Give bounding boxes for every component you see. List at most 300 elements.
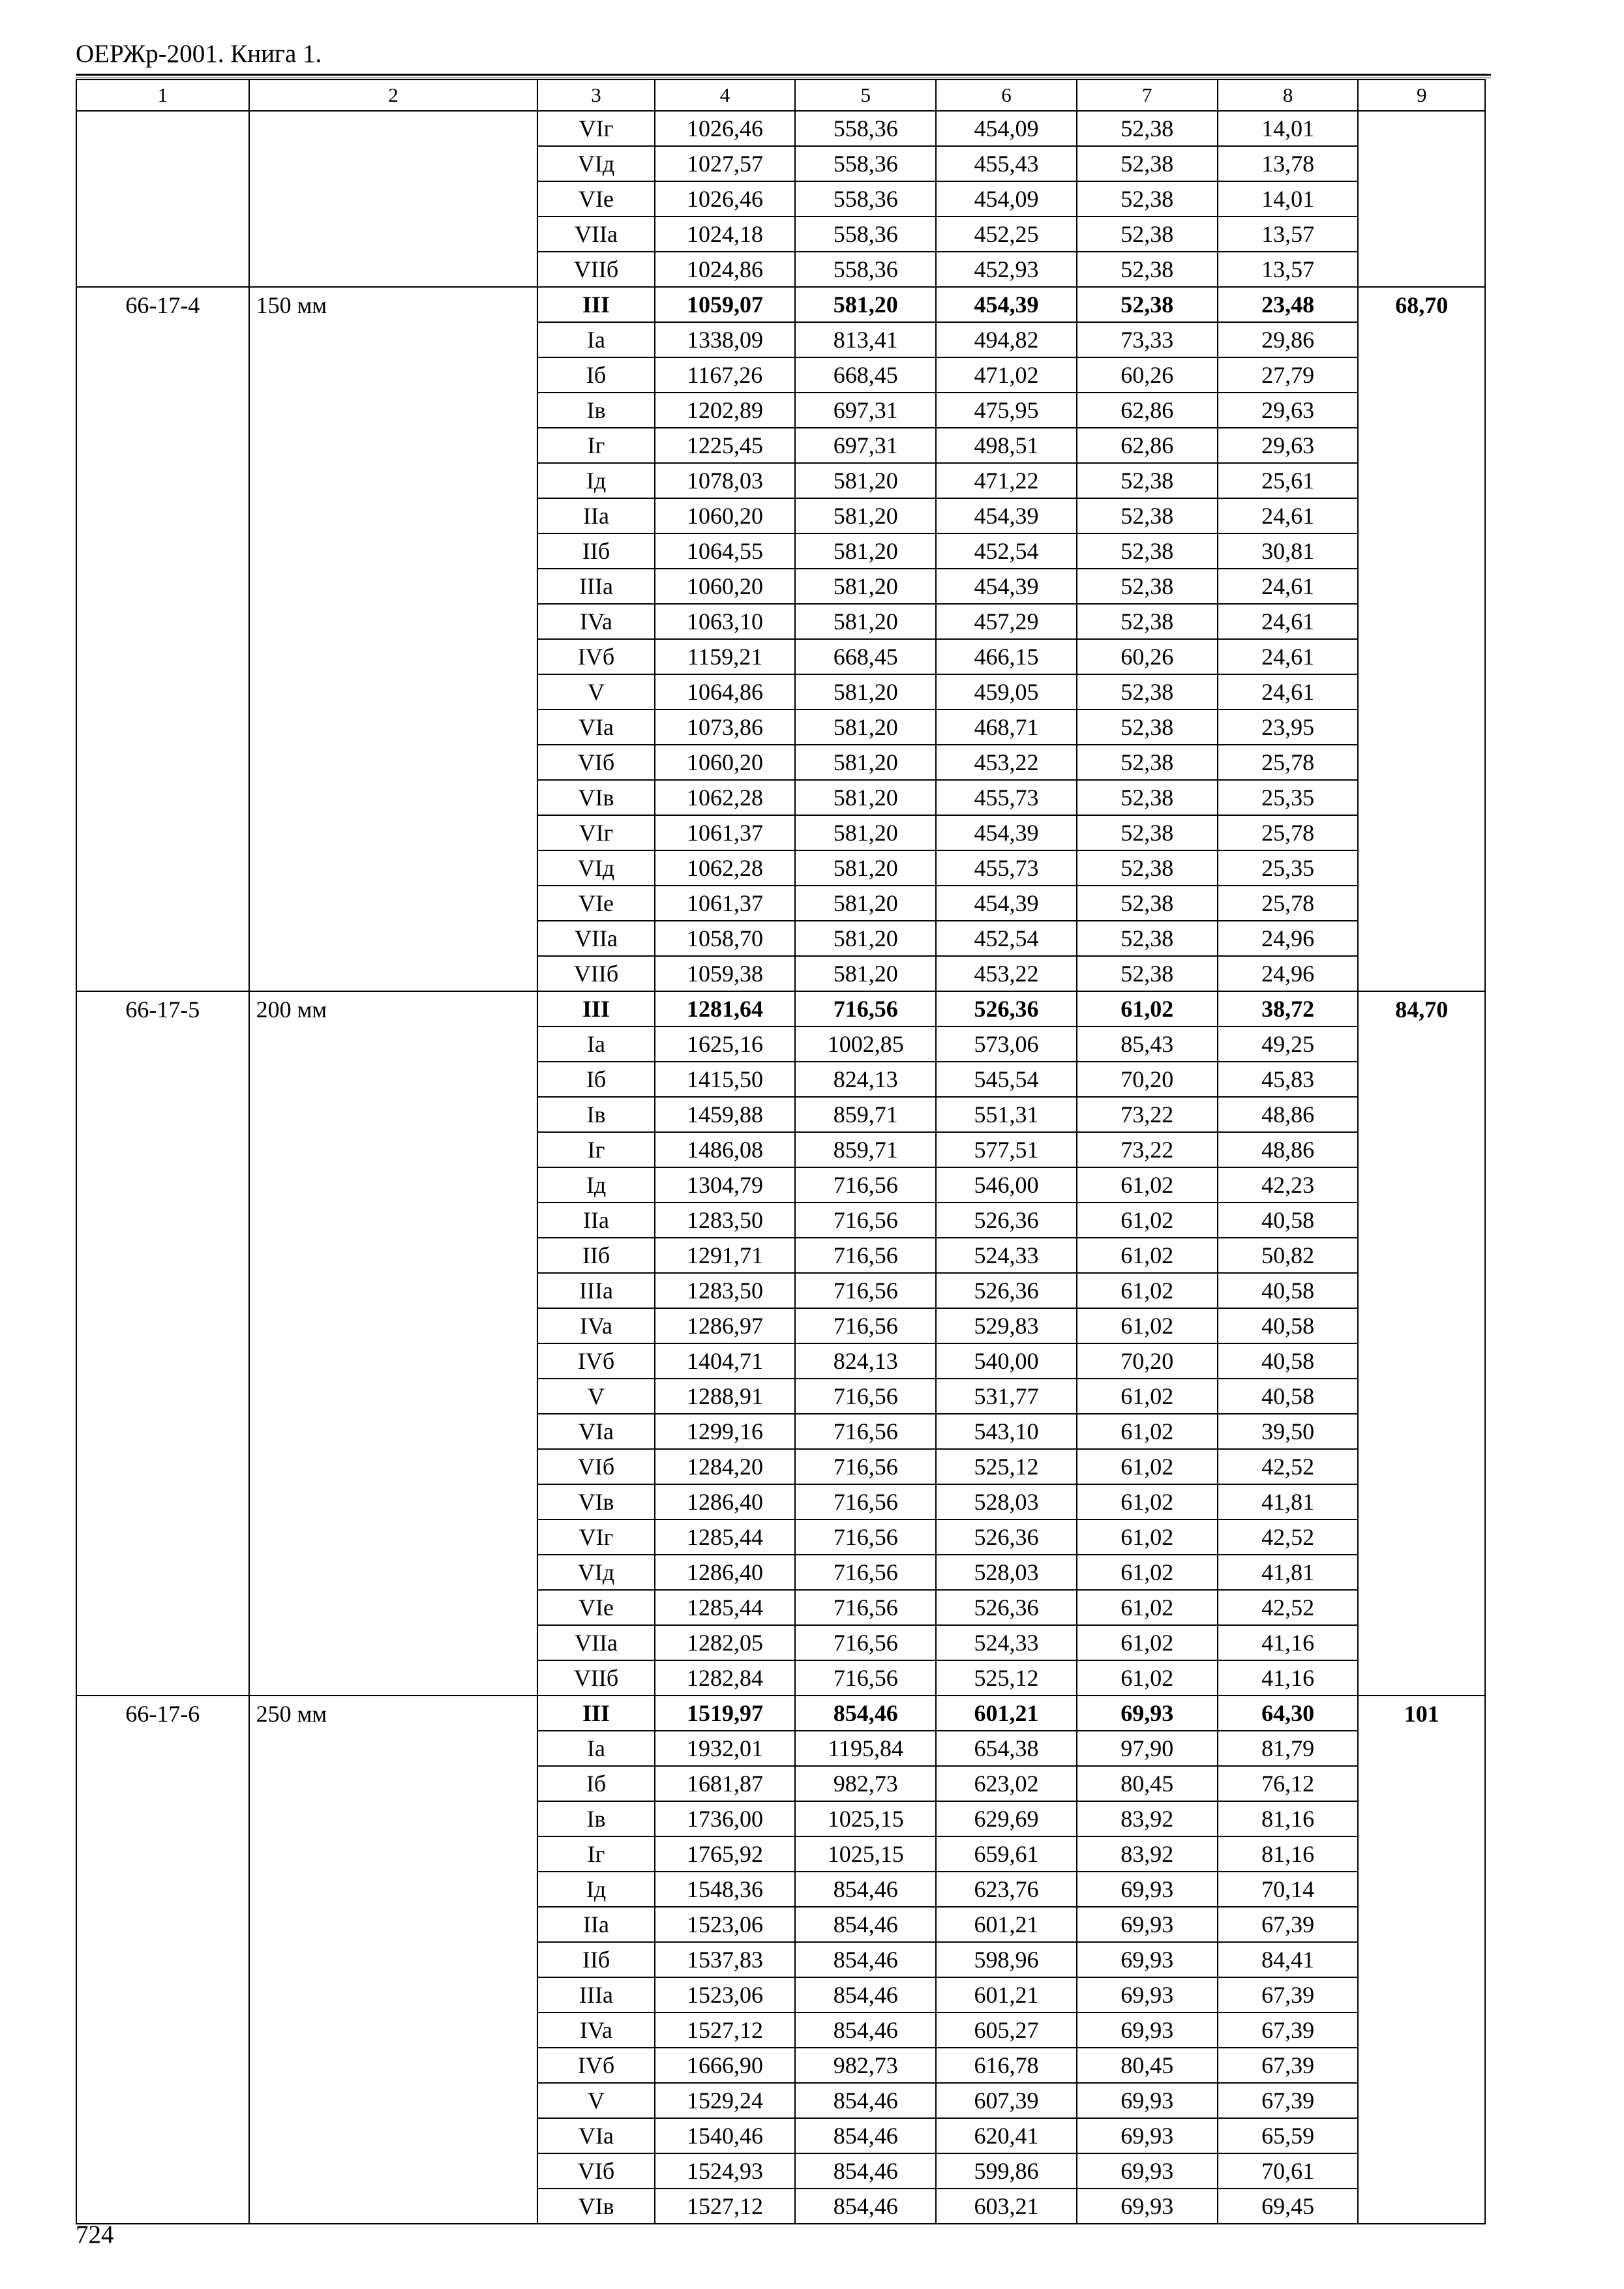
value-cell-c5: 854,46 — [795, 2012, 936, 2048]
value-cell-c4: 1281,64 — [655, 991, 796, 1026]
value-cell-c8: 27,79 — [1218, 357, 1359, 393]
value-cell-c5: 716,56 — [795, 1590, 936, 1625]
total-cell — [1358, 111, 1485, 287]
value-cell-c7: 69,93 — [1077, 1907, 1218, 1942]
variant-cell: Iд — [537, 1872, 654, 1907]
variant-cell: VIIб — [537, 956, 654, 991]
column-number-8: 8 — [1218, 80, 1359, 111]
value-cell-c5: 716,56 — [795, 1414, 936, 1449]
value-cell-c4: 1415,50 — [655, 1062, 796, 1097]
variant-cell: Iд — [537, 463, 654, 498]
diameter-cell: 200 мм — [249, 991, 538, 1696]
value-cell-c8: 41,81 — [1218, 1484, 1359, 1519]
value-cell-c5: 854,46 — [795, 2083, 936, 2118]
value-cell-c7: 52,38 — [1077, 252, 1218, 287]
value-cell-c4: 1062,28 — [655, 850, 796, 886]
value-cell-c7: 52,38 — [1077, 710, 1218, 745]
variant-cell: IVa — [537, 2012, 654, 2048]
value-cell-c5: 581,20 — [795, 956, 936, 991]
value-cell-c7: 69,93 — [1077, 2118, 1218, 2153]
value-cell-c7: 61,02 — [1077, 1379, 1218, 1414]
table-row — [76, 111, 1485, 146]
value-cell-c5: 716,56 — [795, 1379, 936, 1414]
value-cell-c7: 80,45 — [1077, 2048, 1218, 2083]
value-cell-c4: 1286,40 — [655, 1555, 796, 1590]
value-cell-c8: 24,96 — [1218, 956, 1359, 991]
value-cell-c7: 52,38 — [1077, 463, 1218, 498]
value-cell-c8: 42,23 — [1218, 1167, 1359, 1203]
variant-cell: IIa — [537, 1203, 654, 1238]
value-cell-c8: 76,12 — [1218, 1766, 1359, 1801]
value-cell-c4: 1285,44 — [655, 1590, 796, 1625]
column-number-3: 3 — [537, 80, 654, 111]
value-cell-c5: 668,45 — [795, 357, 936, 393]
value-cell-c7: 52,38 — [1077, 604, 1218, 639]
value-cell-c7: 61,02 — [1077, 1555, 1218, 1590]
value-cell-c8: 30,81 — [1218, 533, 1359, 569]
value-cell-c8: 67,39 — [1218, 1977, 1359, 2012]
value-cell-c7: 61,02 — [1077, 1203, 1218, 1238]
variant-cell: IVб — [537, 1343, 654, 1379]
value-cell-c5: 581,20 — [795, 780, 936, 815]
value-cell-c7: 52,38 — [1077, 921, 1218, 956]
value-cell-c6: 528,03 — [936, 1484, 1077, 1519]
column-number-7: 7 — [1077, 80, 1218, 111]
value-cell-c7: 52,38 — [1077, 498, 1218, 533]
variant-cell: IVa — [537, 1308, 654, 1343]
variant-cell: VIг — [537, 815, 654, 850]
value-cell-c7: 61,02 — [1077, 1238, 1218, 1273]
variant-cell: III — [537, 991, 654, 1026]
value-cell-c6: 526,36 — [936, 1203, 1077, 1238]
value-cell-c6: 453,22 — [936, 745, 1077, 780]
value-cell-c6: 454,39 — [936, 886, 1077, 921]
value-cell-c5: 716,56 — [795, 1555, 936, 1590]
value-cell-c8: 81,16 — [1218, 1801, 1359, 1836]
value-cell-c6: 525,12 — [936, 1660, 1077, 1696]
value-cell-c4: 1523,06 — [655, 1977, 796, 2012]
value-cell-c4: 1537,83 — [655, 1942, 796, 1977]
value-cell-c4: 1540,46 — [655, 2118, 796, 2153]
value-cell-c7: 52,38 — [1077, 111, 1218, 146]
diameter-cell: 150 мм — [249, 287, 538, 991]
value-cell-c7: 60,26 — [1077, 357, 1218, 393]
value-cell-c7: 61,02 — [1077, 1273, 1218, 1308]
variant-cell: Iг — [537, 1132, 654, 1167]
value-cell-c6: 457,29 — [936, 604, 1077, 639]
value-cell-c4: 1625,16 — [655, 1026, 796, 1062]
value-cell-c7: 61,02 — [1077, 1484, 1218, 1519]
value-cell-c4: 1024,86 — [655, 252, 796, 287]
value-cell-c8: 81,79 — [1218, 1731, 1359, 1766]
value-cell-c4: 1061,37 — [655, 886, 796, 921]
value-cell-c8: 84,41 — [1218, 1942, 1359, 1977]
value-cell-c6: 475,95 — [936, 393, 1077, 428]
value-cell-c4: 1404,71 — [655, 1343, 796, 1379]
value-cell-c5: 716,56 — [795, 1273, 936, 1308]
value-cell-c7: 62,86 — [1077, 428, 1218, 463]
value-cell-c5: 854,46 — [795, 1872, 936, 1907]
variant-cell: IIIa — [537, 569, 654, 604]
variant-cell: IIб — [537, 533, 654, 569]
total-cell: 101 — [1358, 1696, 1485, 2224]
value-cell-c6: 471,02 — [936, 357, 1077, 393]
value-cell-c7: 52,38 — [1077, 780, 1218, 815]
value-cell-c6: 605,27 — [936, 2012, 1077, 2048]
value-cell-c8: 25,78 — [1218, 815, 1359, 850]
value-cell-c7: 61,02 — [1077, 1449, 1218, 1484]
value-cell-c6: 454,39 — [936, 498, 1077, 533]
value-cell-c8: 42,52 — [1218, 1449, 1359, 1484]
variant-cell: VIIa — [537, 217, 654, 252]
value-cell-c8: 49,25 — [1218, 1026, 1359, 1062]
rate-code-cell: 66-17-5 — [76, 991, 249, 1696]
value-cell-c8: 41,81 — [1218, 1555, 1359, 1590]
value-cell-c7: 61,02 — [1077, 991, 1218, 1026]
value-cell-c6: 623,76 — [936, 1872, 1077, 1907]
value-cell-c7: 73,22 — [1077, 1097, 1218, 1132]
value-cell-c4: 1286,40 — [655, 1484, 796, 1519]
value-cell-c5: 697,31 — [795, 428, 936, 463]
value-cell-c5: 581,20 — [795, 745, 936, 780]
value-cell-c8: 24,96 — [1218, 921, 1359, 956]
value-cell-c8: 40,58 — [1218, 1273, 1359, 1308]
value-cell-c5: 854,46 — [795, 1907, 936, 1942]
value-cell-c5: 716,56 — [795, 1519, 936, 1555]
variant-cell: Iг — [537, 428, 654, 463]
variant-cell: Ia — [537, 1026, 654, 1062]
variant-cell: III — [537, 1696, 654, 1731]
value-cell-c7: 52,38 — [1077, 569, 1218, 604]
variant-cell: V — [537, 1379, 654, 1414]
value-cell-c8: 48,86 — [1218, 1097, 1359, 1132]
variant-cell: VIa — [537, 2118, 654, 2153]
value-cell-c8: 42,52 — [1218, 1519, 1359, 1555]
value-cell-c5: 824,13 — [795, 1343, 936, 1379]
value-cell-c7: 52,38 — [1077, 674, 1218, 710]
table-row — [76, 1696, 1485, 1731]
value-cell-c5: 581,20 — [795, 498, 936, 533]
value-cell-c8: 38,72 — [1218, 991, 1359, 1026]
value-cell-c8: 67,39 — [1218, 2048, 1359, 2083]
value-cell-c6: 494,82 — [936, 322, 1077, 357]
value-cell-c7: 70,20 — [1077, 1343, 1218, 1379]
value-cell-c5: 854,46 — [795, 1696, 936, 1731]
value-cell-c7: 61,02 — [1077, 1308, 1218, 1343]
value-cell-c4: 1681,87 — [655, 1766, 796, 1801]
value-cell-c8: 13,78 — [1218, 146, 1359, 181]
value-cell-c8: 67,39 — [1218, 2012, 1359, 2048]
variant-cell: Iб — [537, 1062, 654, 1097]
value-cell-c8: 64,30 — [1218, 1696, 1359, 1731]
value-cell-c4: 1304,79 — [655, 1167, 796, 1203]
value-cell-c8: 25,61 — [1218, 463, 1359, 498]
value-cell-c6: 452,25 — [936, 217, 1077, 252]
value-cell-c8: 69,45 — [1218, 2189, 1359, 2224]
value-cell-c5: 982,73 — [795, 2048, 936, 2083]
value-cell-c8: 48,86 — [1218, 1132, 1359, 1167]
value-cell-c5: 716,56 — [795, 1308, 936, 1343]
value-cell-c4: 1078,03 — [655, 463, 796, 498]
variant-cell: VIб — [537, 745, 654, 780]
value-cell-c8: 24,61 — [1218, 639, 1359, 674]
value-cell-c6: 454,39 — [936, 815, 1077, 850]
variant-cell: VIд — [537, 1555, 654, 1590]
value-cell-c5: 854,46 — [795, 2153, 936, 2189]
variant-cell: IVa — [537, 604, 654, 639]
variant-cell: Iв — [537, 1801, 654, 1836]
value-cell-c6: 466,15 — [936, 639, 1077, 674]
variant-cell: IVб — [537, 2048, 654, 2083]
value-cell-c4: 1060,20 — [655, 569, 796, 604]
value-cell-c5: 581,20 — [795, 533, 936, 569]
variant-cell: VIe — [537, 181, 654, 217]
value-cell-c8: 23,48 — [1218, 287, 1359, 322]
value-cell-c7: 52,38 — [1077, 287, 1218, 322]
value-cell-c7: 69,93 — [1077, 1696, 1218, 1731]
value-cell-c7: 61,02 — [1077, 1167, 1218, 1203]
variant-cell: Iв — [537, 1097, 654, 1132]
rate-code-cell: 66-17-4 — [76, 287, 249, 991]
value-cell-c7: 69,93 — [1077, 2083, 1218, 2118]
variant-cell: Iд — [537, 1167, 654, 1203]
value-cell-c5: 859,71 — [795, 1097, 936, 1132]
value-cell-c8: 65,59 — [1218, 2118, 1359, 2153]
value-cell-c4: 1736,00 — [655, 1801, 796, 1836]
value-cell-c7: 61,02 — [1077, 1625, 1218, 1660]
value-cell-c8: 67,39 — [1218, 1907, 1359, 1942]
value-cell-c6: 629,69 — [936, 1801, 1077, 1836]
value-cell-c6: 540,00 — [936, 1343, 1077, 1379]
value-cell-c8: 40,58 — [1218, 1343, 1359, 1379]
value-cell-c7: 97,90 — [1077, 1731, 1218, 1766]
value-cell-c4: 1282,05 — [655, 1625, 796, 1660]
variant-cell: VIв — [537, 780, 654, 815]
variant-cell: VIIa — [537, 1625, 654, 1660]
variant-cell: VIв — [537, 2189, 654, 2224]
value-cell-c4: 1282,84 — [655, 1660, 796, 1696]
table-body — [76, 111, 1485, 2224]
value-cell-c5: 581,20 — [795, 850, 936, 886]
value-cell-c8: 24,61 — [1218, 569, 1359, 604]
column-number-row — [76, 80, 1485, 111]
value-cell-c5: 581,20 — [795, 886, 936, 921]
value-cell-c7: 60,26 — [1077, 639, 1218, 674]
variant-cell: VIIб — [537, 1660, 654, 1696]
value-cell-c5: 558,36 — [795, 111, 936, 146]
value-cell-c6: 459,05 — [936, 674, 1077, 710]
value-cell-c5: 716,56 — [795, 1449, 936, 1484]
rate-code-cell — [76, 111, 249, 287]
value-cell-c4: 1063,10 — [655, 604, 796, 639]
value-cell-c6: 454,39 — [936, 569, 1077, 604]
value-cell-c6: 526,36 — [936, 1590, 1077, 1625]
value-cell-c8: 41,16 — [1218, 1625, 1359, 1660]
value-cell-c6: 454,09 — [936, 111, 1077, 146]
value-cell-c6: 577,51 — [936, 1132, 1077, 1167]
value-cell-c8: 25,78 — [1218, 745, 1359, 780]
value-cell-c4: 1061,37 — [655, 815, 796, 850]
value-cell-c6: 543,10 — [936, 1414, 1077, 1449]
column-number-4: 4 — [655, 80, 796, 111]
value-cell-c5: 581,20 — [795, 815, 936, 850]
value-cell-c5: 716,56 — [795, 1238, 936, 1273]
value-cell-c6: 654,38 — [936, 1731, 1077, 1766]
value-cell-c5: 716,56 — [795, 1484, 936, 1519]
value-cell-c6: 551,31 — [936, 1097, 1077, 1132]
value-cell-c8: 81,16 — [1218, 1836, 1359, 1872]
value-cell-c6: 526,36 — [936, 991, 1077, 1026]
value-cell-c7: 52,38 — [1077, 217, 1218, 252]
value-cell-c6: 659,61 — [936, 1836, 1077, 1872]
value-cell-c6: 603,21 — [936, 2189, 1077, 2224]
value-cell-c8: 13,57 — [1218, 252, 1359, 287]
value-cell-c6: 452,54 — [936, 533, 1077, 569]
value-cell-c4: 1299,16 — [655, 1414, 796, 1449]
value-cell-c7: 73,33 — [1077, 322, 1218, 357]
value-cell-c4: 1338,09 — [655, 322, 796, 357]
value-cell-c5: 716,56 — [795, 991, 936, 1026]
value-cell-c6: 453,22 — [936, 956, 1077, 991]
value-cell-c7: 52,38 — [1077, 956, 1218, 991]
value-cell-c4: 1026,46 — [655, 181, 796, 217]
value-cell-c8: 29,86 — [1218, 322, 1359, 357]
column-number-6: 6 — [936, 80, 1077, 111]
value-cell-c4: 1932,01 — [655, 1731, 796, 1766]
value-cell-c8: 24,61 — [1218, 674, 1359, 710]
value-cell-c5: 716,56 — [795, 1167, 936, 1203]
value-cell-c7: 52,38 — [1077, 850, 1218, 886]
value-cell-c7: 69,93 — [1077, 2012, 1218, 2048]
value-cell-c5: 581,20 — [795, 569, 936, 604]
value-cell-c4: 1285,44 — [655, 1519, 796, 1555]
value-cell-c4: 1765,92 — [655, 1836, 796, 1872]
value-cell-c4: 1284,20 — [655, 1449, 796, 1484]
value-cell-c6: 471,22 — [936, 463, 1077, 498]
variant-cell: IIa — [537, 1907, 654, 1942]
value-cell-c6: 601,21 — [936, 1907, 1077, 1942]
value-cell-c7: 69,93 — [1077, 1942, 1218, 1977]
value-cell-c5: 859,71 — [795, 1132, 936, 1167]
value-cell-c5: 854,46 — [795, 2189, 936, 2224]
value-cell-c8: 40,58 — [1218, 1203, 1359, 1238]
variant-cell: VIд — [537, 146, 654, 181]
value-cell-c6: 454,09 — [936, 181, 1077, 217]
value-cell-c4: 1291,71 — [655, 1238, 796, 1273]
value-cell-c5: 581,20 — [795, 287, 936, 322]
value-cell-c6: 455,73 — [936, 780, 1077, 815]
variant-cell: Iб — [537, 1766, 654, 1801]
value-cell-c7: 52,38 — [1077, 815, 1218, 850]
value-cell-c4: 1529,24 — [655, 2083, 796, 2118]
diameter-cell: 250 мм — [249, 1696, 538, 2224]
variant-cell: IIIa — [537, 1273, 654, 1308]
value-cell-c8: 25,35 — [1218, 850, 1359, 886]
value-cell-c6: 623,02 — [936, 1766, 1077, 1801]
value-cell-c6: 616,78 — [936, 2048, 1077, 2083]
value-cell-c4: 1225,45 — [655, 428, 796, 463]
variant-cell: VIб — [537, 2153, 654, 2189]
value-cell-c6: 498,51 — [936, 428, 1077, 463]
value-cell-c8: 70,14 — [1218, 1872, 1359, 1907]
column-number-1: 1 — [76, 80, 249, 111]
value-cell-c4: 1026,46 — [655, 111, 796, 146]
value-cell-c5: 581,20 — [795, 710, 936, 745]
variant-cell: Iв — [537, 393, 654, 428]
value-cell-c5: 558,36 — [795, 217, 936, 252]
value-cell-c5: 716,56 — [795, 1625, 936, 1660]
variant-cell: IIб — [537, 1942, 654, 1977]
value-cell-c8: 13,57 — [1218, 217, 1359, 252]
total-cell: 84,70 — [1358, 991, 1485, 1696]
variant-cell: VIe — [537, 886, 654, 921]
value-cell-c6: 526,36 — [936, 1519, 1077, 1555]
value-cell-c5: 581,20 — [795, 921, 936, 956]
value-cell-c4: 1062,28 — [655, 780, 796, 815]
value-cell-c8: 70,61 — [1218, 2153, 1359, 2189]
value-cell-c8: 45,83 — [1218, 1062, 1359, 1097]
value-cell-c6: 528,03 — [936, 1555, 1077, 1590]
value-cell-c5: 1025,15 — [795, 1836, 936, 1872]
value-cell-c6: 454,39 — [936, 287, 1077, 322]
variant-cell: VIв — [537, 1484, 654, 1519]
variant-cell: VIд — [537, 850, 654, 886]
total-cell: 68,70 — [1358, 287, 1485, 991]
value-cell-c4: 1060,20 — [655, 745, 796, 780]
value-cell-c4: 1523,06 — [655, 1907, 796, 1942]
column-number-5: 5 — [795, 80, 936, 111]
value-cell-c6: 620,41 — [936, 2118, 1077, 2153]
value-cell-c5: 581,20 — [795, 674, 936, 710]
value-cell-c5: 1025,15 — [795, 1801, 936, 1836]
value-cell-c4: 1159,21 — [655, 639, 796, 674]
value-cell-c8: 24,61 — [1218, 604, 1359, 639]
variant-cell: Ia — [537, 1731, 654, 1766]
value-cell-c8: 42,52 — [1218, 1590, 1359, 1625]
value-cell-c8: 25,35 — [1218, 780, 1359, 815]
value-cell-c5: 716,56 — [795, 1203, 936, 1238]
running-header: ОЕРЖр-2001. Книга 1. — [76, 40, 322, 68]
value-cell-c5: 1002,85 — [795, 1026, 936, 1062]
header-rule-thick — [76, 74, 1491, 76]
variant-cell: VIIб — [537, 252, 654, 287]
value-cell-c5: 824,13 — [795, 1062, 936, 1097]
value-cell-c5: 854,46 — [795, 1942, 936, 1977]
value-cell-c7: 69,93 — [1077, 1977, 1218, 2012]
value-cell-c5: 558,36 — [795, 181, 936, 217]
value-cell-c4: 1059,07 — [655, 287, 796, 322]
value-cell-c4: 1527,12 — [655, 2189, 796, 2224]
rates-table — [76, 79, 1486, 2224]
column-number-2: 2 — [249, 80, 538, 111]
value-cell-c7: 69,93 — [1077, 1872, 1218, 1907]
variant-cell: Iг — [537, 1836, 654, 1872]
value-cell-c4: 1524,93 — [655, 2153, 796, 2189]
value-cell-c4: 1486,08 — [655, 1132, 796, 1167]
value-cell-c4: 1060,20 — [655, 498, 796, 533]
value-cell-c8: 24,61 — [1218, 498, 1359, 533]
value-cell-c7: 85,43 — [1077, 1026, 1218, 1062]
value-cell-c4: 1286,97 — [655, 1308, 796, 1343]
value-cell-c5: 581,20 — [795, 604, 936, 639]
value-cell-c5: 716,56 — [795, 1660, 936, 1696]
value-cell-c5: 854,46 — [795, 2118, 936, 2153]
value-cell-c6: 607,39 — [936, 2083, 1077, 2118]
value-cell-c7: 83,92 — [1077, 1836, 1218, 1872]
value-cell-c6: 524,33 — [936, 1238, 1077, 1273]
variant-cell: Iб — [537, 357, 654, 393]
value-cell-c6: 455,43 — [936, 146, 1077, 181]
